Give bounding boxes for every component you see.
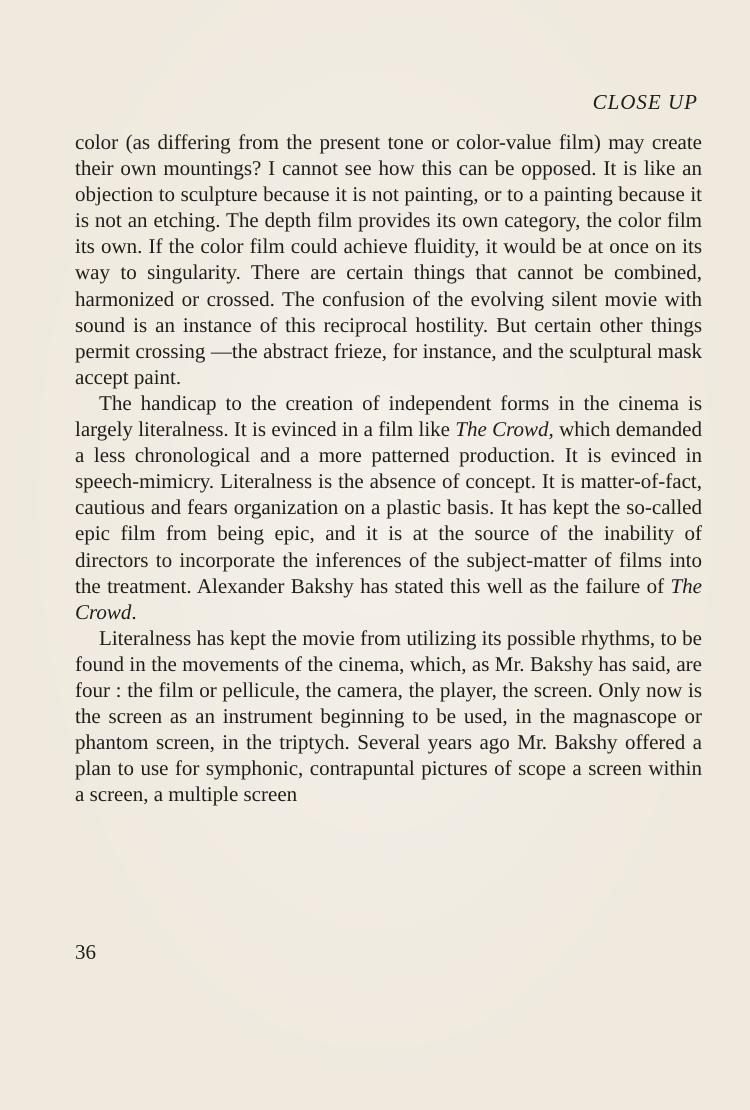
paragraph-3: Literalness has kept the movie from utilizing its possible rhythms, to be found in the movements of the cinema, which, as Mr. Bakshy has said, are four : the film or pellicule, the camera, the player, the screen. Only now is the screen as an instrument beginning to be used, in the magnascope or phantom screen, in the triptych. Several years ago Mr. Bakshy offered a plan to use for symphonic, contrapuntal pictures of scope a screen within a screen, a multiple screen xyxy=(75,625,702,807)
paragraph-1: color (as differing from the present tone or color-value film) may create their own mountings? I cannot see how this can be opposed. It is like an objection to sculpture because it is not painting, or to a painting because it is not an etching. The depth film provides its own category, the color film its own. If the color film could achieve fluidity, it would be at once on its way to singularity. There are certain things that cannot be combined, harmonized or crossed. The confusion of the evolving silent movie with sound is an instance of this reciprocal hostility. But certain other things permit crossing —the abstract frieze, for instance, and the sculptural mask accept paint. xyxy=(75,130,702,389)
body-text xyxy=(75,129,702,807)
page-number: 36 xyxy=(75,940,96,964)
film-title-the-crowd: The Crowd, xyxy=(455,417,554,442)
paragraph-2-text-c: . xyxy=(131,599,137,624)
paragraph-2 xyxy=(75,390,702,625)
running-head: CLOSE UP xyxy=(592,90,698,114)
film-title-the-crowd-2: The Crowd xyxy=(75,573,702,624)
paragraph-2-text-a: The handicap to the creation of independent forms in the cinema is largely literalness. It is evinced in a film like xyxy=(75,390,702,442)
paragraph-2-text-b: which demanded a less chronological and a more patterned production. It is evinced in speech-mimicry. Literalness is the absence of concept. It is matter-of-fact, cautious and fears organization on a plastic basis. It has kept the so-called epic film from being epic, and it is at the source of the inability of directors to incorporate the inferences of the subject-matter of films into the treatment. Alexander Bakshy has stated this well as the failure of xyxy=(75,417,702,598)
